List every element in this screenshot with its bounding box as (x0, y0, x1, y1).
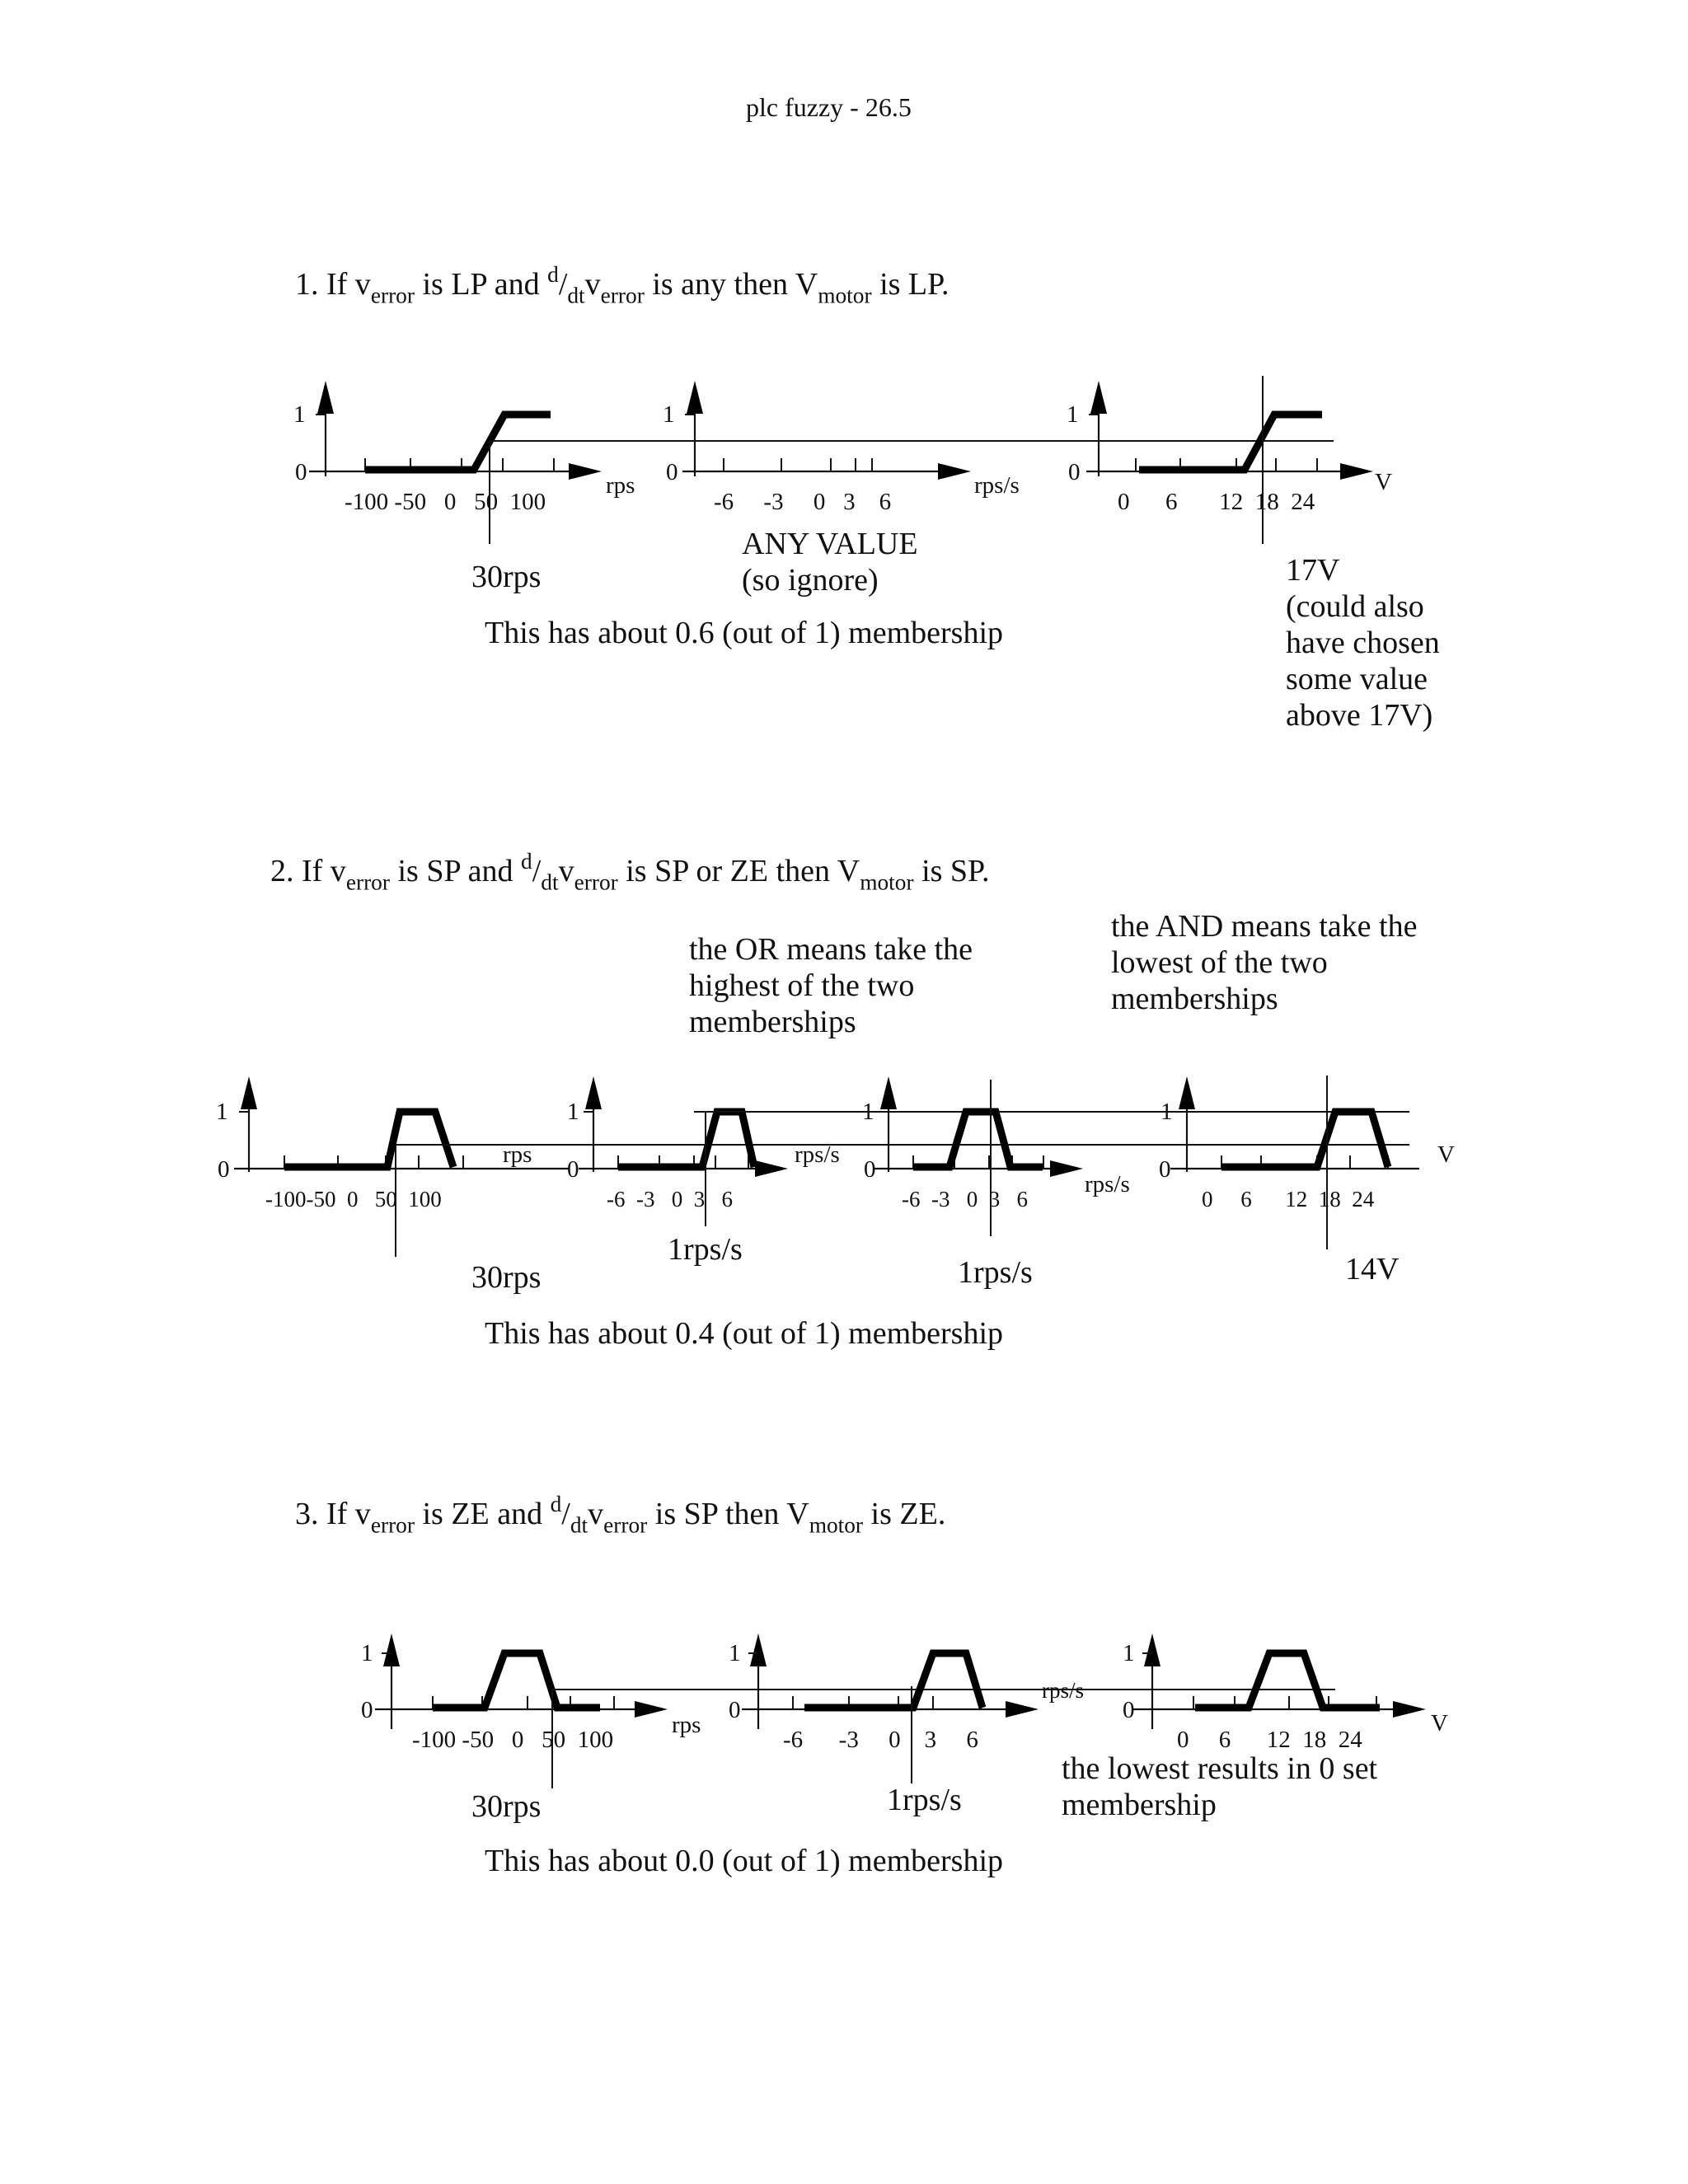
r1-output-graph (1067, 376, 1392, 544)
r1-error-one-label: 1 (293, 401, 306, 428)
r1-input-value: 30rps (471, 560, 542, 594)
r2-output-sp-mf (1221, 1112, 1388, 1167)
r3-rate-value: 1rps/s (887, 1783, 962, 1817)
r2-and-note: the AND means take the lowest of the two memberships (1111, 909, 1418, 1016)
r3-rate-zero-label: 0 (729, 1697, 741, 1723)
r3-error-ze-mf (433, 1653, 600, 1708)
r1-rate-graph (663, 381, 1020, 515)
r1-output-note-2: have chosen (1286, 626, 1440, 660)
r2-output-one-label: 1 (1160, 1099, 1173, 1125)
r1-ignore: (so ignore) (742, 563, 879, 598)
r2-rate-sp-mf (618, 1112, 754, 1167)
r1-rate-unit: rps/s (974, 472, 1020, 499)
r2-rate-ze-zero-label: 0 (864, 1156, 876, 1183)
r3-error-ticks: -100 -50 0 50 100 (412, 1727, 614, 1753)
r3-error-unit: rps (672, 1712, 701, 1738)
r1-rate-ticks: -6 -3 0 3 6 (714, 489, 892, 515)
r2-error-unit: rps (503, 1141, 532, 1168)
r1-output-note-4: above 17V) (1286, 698, 1433, 733)
r3-output-ze-mf (1195, 1653, 1380, 1708)
r1-output-one-label: 1 (1067, 401, 1079, 428)
r2-output-zero-label: 0 (1159, 1156, 1171, 1183)
r2-output-graph (1159, 1076, 1455, 1249)
r1-output-value: 17V (1286, 553, 1340, 588)
r1-any-value: ANY VALUE (742, 527, 918, 561)
r2-output-value: 14V (1345, 1252, 1400, 1286)
r2-output-ticks: 0 6 12 18 24 (1202, 1187, 1375, 1212)
r2-rate-2: 1rps/s (958, 1255, 1033, 1290)
r2-rate-ze-one-label: 1 (862, 1099, 874, 1125)
r3-output-one-label: 1 (1123, 1640, 1135, 1666)
r1-error-zero-label: 0 (295, 459, 307, 485)
r2-error-one-label: 1 (216, 1099, 228, 1125)
r2-rate-sp-ticks: -6 -3 0 3 6 (607, 1187, 733, 1212)
r1-output-ticks: 0 6 12 18 24 (1118, 489, 1315, 515)
r1-rate-one-label: 1 (663, 401, 675, 428)
r2-rate-1: 1rps/s (668, 1232, 743, 1267)
r3-output-graph (1123, 1633, 1448, 1753)
r3-membership: This has about 0.0 (out of 1) membership (485, 1844, 1004, 1878)
r1-error-ticks: -100 -50 0 50 100 (345, 489, 546, 515)
r2-error-zero-label: 0 (218, 1156, 230, 1183)
r1-error-unit: rps (606, 472, 635, 499)
r3-error-one-label: 1 (361, 1640, 373, 1666)
r2-rate-ze-graph (862, 1076, 1130, 1236)
rule-3: 3. If $v_{error}$ is ZE and $^d/_{dt}v_{error}$ is SP then $V_{motor}$ is ZE. (295, 1492, 946, 1538)
r2-error-ticks: -100-50 0 50 100 (265, 1187, 442, 1212)
r1-error-lp-mf (365, 415, 551, 470)
r1-membership: This has about 0.6 (out of 1) membership (485, 616, 1004, 650)
r1-output-note-1: (could also (1286, 589, 1424, 624)
r3-error-zero-label: 0 (361, 1697, 373, 1723)
r1-output-zero-label: 0 (1068, 459, 1081, 485)
r3-input-value: 30rps (471, 1789, 542, 1824)
r2-rate-sp-unit: rps/s (795, 1141, 840, 1168)
r3-rate-graph (729, 1633, 1084, 1783)
r2-error-sp-mf (284, 1112, 453, 1167)
r2-membership: This has about 0.4 (out of 1) membership (485, 1316, 1004, 1351)
r3-lowest-note: the lowest results in 0 set membership (1062, 1751, 1378, 1822)
r3-rate-ticks: -6 -3 0 3 6 (783, 1727, 978, 1753)
r2-rate-ze-ticks: -6 -3 0 3 6 (902, 1187, 1028, 1212)
r3-output-ticks: 0 6 12 18 24 (1177, 1727, 1362, 1753)
r2-rate-ze-mf (913, 1112, 1043, 1167)
rule-1: 1. If $v_{error}$ is LP and $^d/_{dt}v_{error}$ is any then $V_{motor}$ is LP. (295, 262, 950, 308)
r2-input-value: 30rps (471, 1260, 542, 1295)
r2-or-note: the OR means take the highest of the two memberships (689, 932, 973, 1039)
rule-2: 2. If $v_{error}$ is SP and $^d/_{dt}v_{error}$ is SP or ZE then $V_{motor}$ is SP. (270, 849, 990, 895)
r2-rate-sp-one-label: 1 (567, 1099, 579, 1125)
page-header: plc fuzzy - 26.5 (746, 92, 912, 122)
r3-rate-one-label: 1 (729, 1640, 741, 1666)
r2-rate-ze-unit: rps/s (1085, 1171, 1130, 1197)
r3-output-zero-label: 0 (1123, 1697, 1135, 1723)
r1-error-graph (293, 381, 1334, 544)
r2-output-unit: V (1437, 1141, 1455, 1168)
r3-rate-unit: rps/s (1042, 1678, 1085, 1703)
r1-output-note-3: some value (1286, 662, 1428, 696)
r1-output-lp-mf (1139, 415, 1322, 470)
r1-rate-zero-label: 0 (666, 459, 678, 485)
r1-output-unit: V (1375, 469, 1392, 495)
r3-output-unit: V (1431, 1710, 1448, 1736)
r3-rate-sp-mf (804, 1653, 982, 1708)
r2-rate-sp-zero-label: 0 (567, 1156, 579, 1183)
